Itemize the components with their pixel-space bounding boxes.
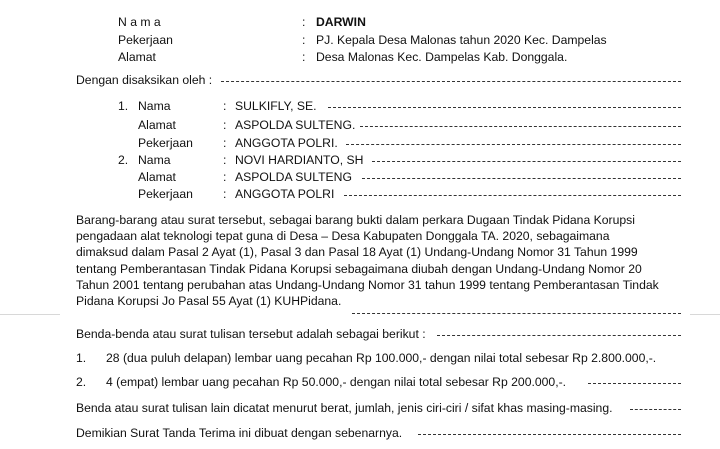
witness-value-alamat: ASPOLDA SULTENG [235,170,352,184]
witness-label-pekerjaan: Pekerjaan [138,136,193,150]
paragraph-line: dimaksud dalam Pasal 2 Ayat (1), Pasal 3 dan Pasal 18 Ayat (1) Undang-Undang Nomor 31 Tahun 1999 [76,245,638,260]
witness-label-nama: Nama [138,99,171,113]
closing-text: Demikian Surat Tanda Terima ini dibuat dengan sebenarnya. [76,426,403,440]
dash-leader [352,313,681,314]
witness-number: 2. [118,153,129,167]
dash-leader [588,383,681,384]
dash-leader [630,409,681,410]
scan-artifact [0,314,60,315]
header-label-alamat: Alamat [118,50,156,64]
paragraph-line: Pidana Korupsi Jo Pasal 55 Ayat (1) KUHPidana. [76,294,342,309]
paragraph-line: Barang-barang atau surat tersebut, sebagai barang bukti dalam perkara Dugaan Tindak Pidana Korupsi [76,213,635,227]
dash-leader [437,335,681,336]
header-value-pekerjaan: PJ. Kepala Desa Malonas tahun 2020 Kec. Dampelas [316,33,607,47]
paragraph-line: tentang Pemberantasan Tindak Pidana Korupsi sebagaimana diubah dengan Undang-Undang Nomor 20 [76,261,642,276]
witness-label-pekerjaan: Pekerjaan [138,187,193,201]
header-value-nama: DARWIN [316,15,366,29]
header-colon: : [302,15,306,29]
dash-leader [328,107,681,108]
witness-colon: : [223,170,227,184]
witness-number: 1. [118,99,129,113]
header-label-pekerjaan: Pekerjaan [118,33,173,47]
list-item-text: 4 (empat) lembar uang pecahan Rp 50.000,- dengan nilai total sebesar Rp 200.000,-. [106,375,567,389]
dash-leader [372,161,681,162]
dash-leader [346,144,681,145]
header-colon: : [302,50,306,64]
scan-artifact [690,314,720,315]
body-paragraph [76,212,682,309]
dash-leader [362,178,681,179]
dash-leader [418,434,681,435]
witness-value-pekerjaan: ANGGOTA POLRI. [235,136,338,150]
witness-label-alamat: Alamat [138,170,176,184]
witness-value-pekerjaan: ANGGOTA POLRI [235,187,335,201]
header-value-alamat: Desa Malonas Kec. Dampelas Kab. Donggala. [316,50,568,64]
dash-leader [221,81,681,82]
witness-colon: : [223,136,227,150]
list-item-number: 2. [76,375,87,389]
witness-colon: : [223,187,227,201]
note-text: Benda atau surat tulisan lain dicatat menurut berat, jumlah, jenis ciri-ciri / sifat khas masing-masing. [76,401,613,415]
dash-leader [344,195,681,196]
witness-intro: Dengan disaksikan oleh : [76,73,213,87]
witness-colon: : [223,99,227,113]
witness-value-nama: NOVI HARDIANTO, SH [235,153,364,167]
dash-leader [360,126,681,127]
witness-label-alamat: Alamat [138,118,176,132]
header-colon: : [302,33,306,47]
paragraph-line: Tahun 2001 tentang perubahan atas Undang-Undang Nomor 31 tahun 1999 tentang Pemberantasan Tindak [76,277,659,292]
header-label-nama: N a m a [118,15,161,29]
witness-colon: : [223,118,227,132]
witness-label-nama: Nama [138,153,171,167]
items-intro: Benda-benda atau surat tulisan tersebut adalah sebagai berikut : [76,327,426,341]
witness-value-nama: SULKIFLY, SE. [235,99,317,113]
witness-value-alamat: ASPOLDA SULTENG. [235,118,356,132]
list-item-number: 1. [76,351,87,365]
witness-colon: : [223,153,227,167]
paragraph-line: pengadaan alat teknologi tepat guna di Desa – Desa Kabupaten Donggala TA. 2020, sebagaimana [76,229,610,244]
list-item-text: 28 (dua puluh delapan) lembar uang pecahan Rp 100.000,- dengan nilai total sebesar Rp 2.800.000,-. [106,351,657,365]
